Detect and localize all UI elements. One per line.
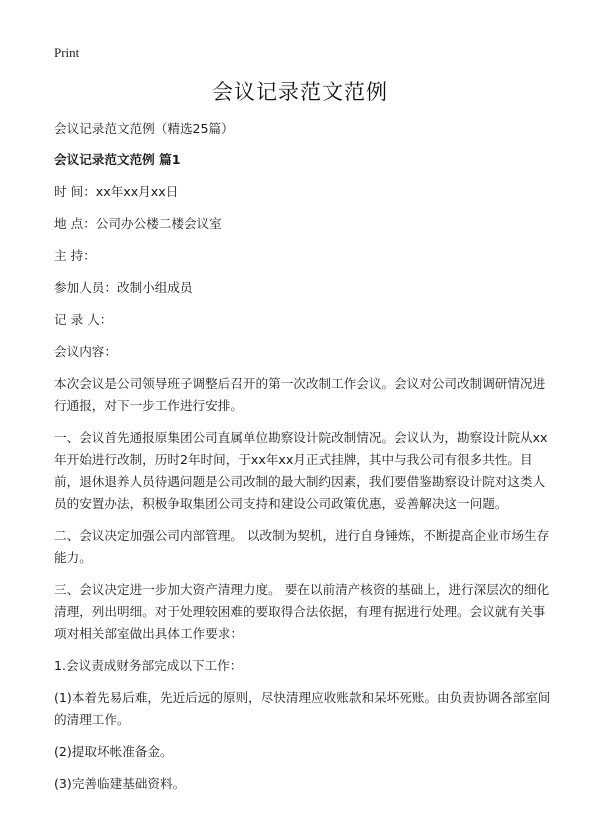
meeting-recorder: 记 录 人： <box>54 312 113 327</box>
meeting-host: 主 持： <box>54 248 96 263</box>
print-link[interactable]: Print <box>54 45 80 60</box>
meeting-attendees: 参加人员：改制小组成员 <box>54 280 193 295</box>
meeting-time: 时 间：xx年xx月xx日 <box>54 184 179 199</box>
meeting-content-label: 会议内容： <box>54 344 117 359</box>
meeting-place: 地 点：公司办公楼二楼会议室 <box>54 216 222 231</box>
paragraph-item-2: 二、会议决定加强公司内部管理。 以改制为契机，进行自身锤炼，不断提高企业市场生存能力。 <box>54 528 550 565</box>
paragraph-subitem-1: 1.会议责成财务部完成以下工作： <box>54 658 243 673</box>
paragraph-subitem-1-3: (3)完善临建基础资料。 <box>54 776 186 791</box>
paragraph-item-3: 三、会议决定进一步加大资产清理力度。 要在以前清产核资的基础上，进行深层次的细化清理，列出明细。对于处理较困难的要取得合法依据，有理有据进行处理。会议就有关事项对相关部室做出具体工作要求： <box>54 582 550 641</box>
paragraph-item-1: 一、会议首先通报原集团公司直属单位勘察设计院改制情况。会议认为，勘察设计院从xx年开始进行改制，历时2年时间，于xx年xx月正式挂牌，其中与我公司有很多共性。目前，退休退养人员待遇问题是公司改制的最大制约因素，我们要借鉴勘察设计院对这类人员的安置办法，积极争取集团公司支持和建设公司政策优惠，妥善解决这一问题。 <box>54 430 548 511</box>
paragraph-intro: 本次会议是公司领导班子调整后召开的第一次改制工作会议。会议对公司改制调研情况进行通报，对下一步工作进行安排。 <box>54 376 546 413</box>
document-title: 会议记录范文范例 <box>212 80 388 104</box>
document-subtitle: 会议记录范文范例（精选25篇） <box>54 121 234 136</box>
document-body <box>54 118 554 805</box>
section-heading: 会议记录范文范例 篇1 <box>54 152 181 167</box>
paragraph-subitem-1-2: (2)提取坏帐准备金。 <box>54 744 173 759</box>
paragraph-subitem-1-1: (1)本着先易后难，先近后远的原则，尽快清理应收账款和呆坏死账。由负责协调各部室间的清理工作。 <box>54 690 551 727</box>
